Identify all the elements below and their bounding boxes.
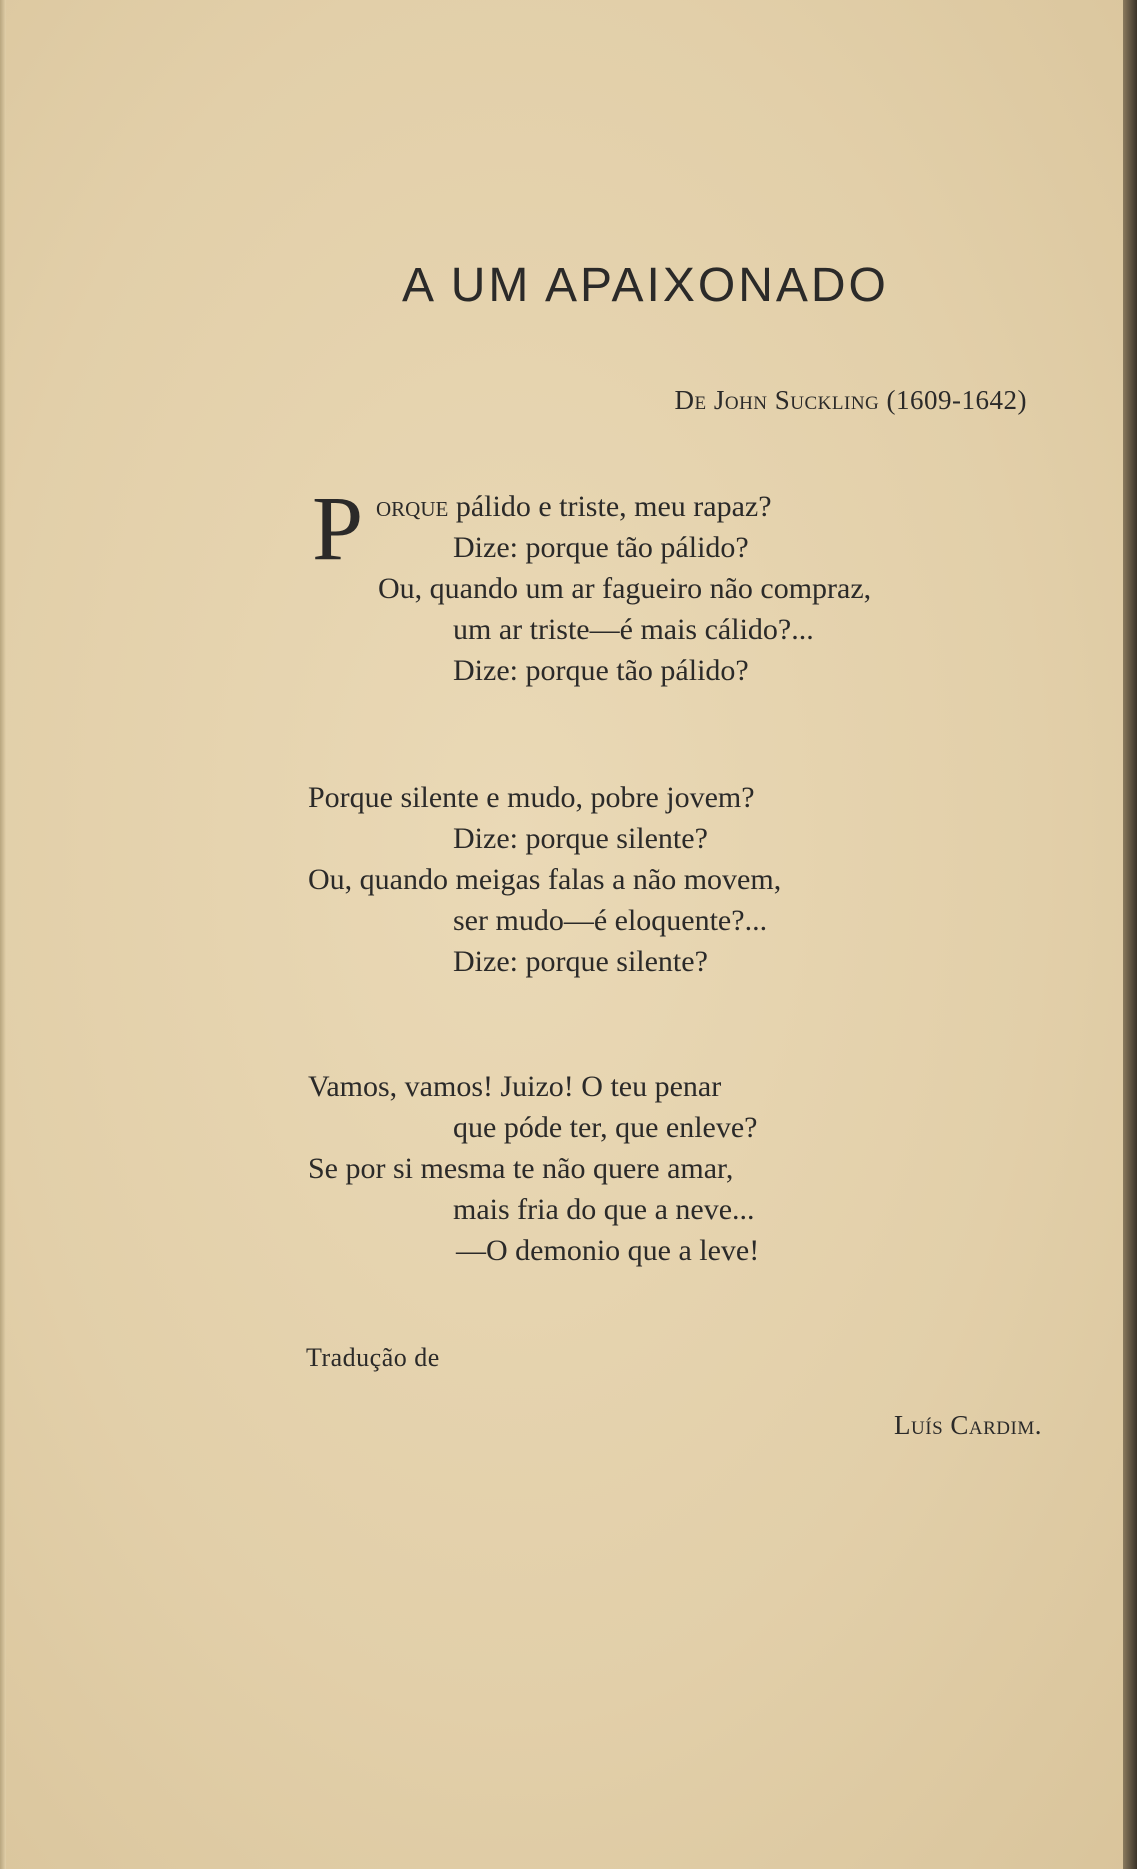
stanza-2 [308, 777, 781, 982]
stanza-1-line-5: Dize: porque tão pálido? [453, 654, 749, 687]
author-byline: De John Suckling (1609-1642) [674, 385, 1027, 415]
stanza-1-line-1 [308, 486, 871, 527]
stanza-3-line-1: Vamos, vamos! Juizo! O teu penar [308, 1070, 722, 1103]
stanza-2-line-2: Dize: porque silente? [453, 822, 708, 855]
page-left-edge [0, 0, 6, 1869]
page-right-edge [1123, 0, 1137, 1869]
stanza-3-line-5: —O demonio que a leve! [456, 1234, 760, 1267]
stanza-1-line-4: um ar triste—é mais cálido?... [453, 613, 814, 646]
translation-label: Tradução de [306, 1343, 440, 1372]
stanza-3-line-2: que póde ter, que enleve? [453, 1111, 758, 1144]
stanza-3-line-3: Se por si mesma te não quere amar, [308, 1152, 734, 1185]
stanza-3 [308, 1066, 759, 1271]
stanza-1-line-2: Dize: porque tão pálido? [453, 531, 749, 564]
first-line-rest: pálido e triste, meu rapaz? [448, 490, 772, 523]
stanza-2-line-3: Ou, quando meigas falas a não movem, [308, 863, 782, 896]
drop-cap: P [312, 477, 364, 579]
translator-name: Luís Cardim. [894, 1410, 1042, 1440]
poem-title: A UM APAIXONADO [402, 259, 889, 312]
stanza-2-line-1: Porque silente e mudo, pobre jovem? [308, 781, 755, 814]
stanza-1 [308, 486, 871, 691]
stanza-3-line-4: mais fria do que a neve... [453, 1193, 755, 1226]
stanza-2-line-5: Dize: porque silente? [453, 945, 708, 978]
first-word-smallcaps: orque [376, 490, 449, 523]
stanza-1-line-3: Ou, quando um ar fagueiro não compraz, [378, 572, 872, 605]
stanza-2-line-4: ser mudo—é eloquente?... [453, 904, 768, 937]
